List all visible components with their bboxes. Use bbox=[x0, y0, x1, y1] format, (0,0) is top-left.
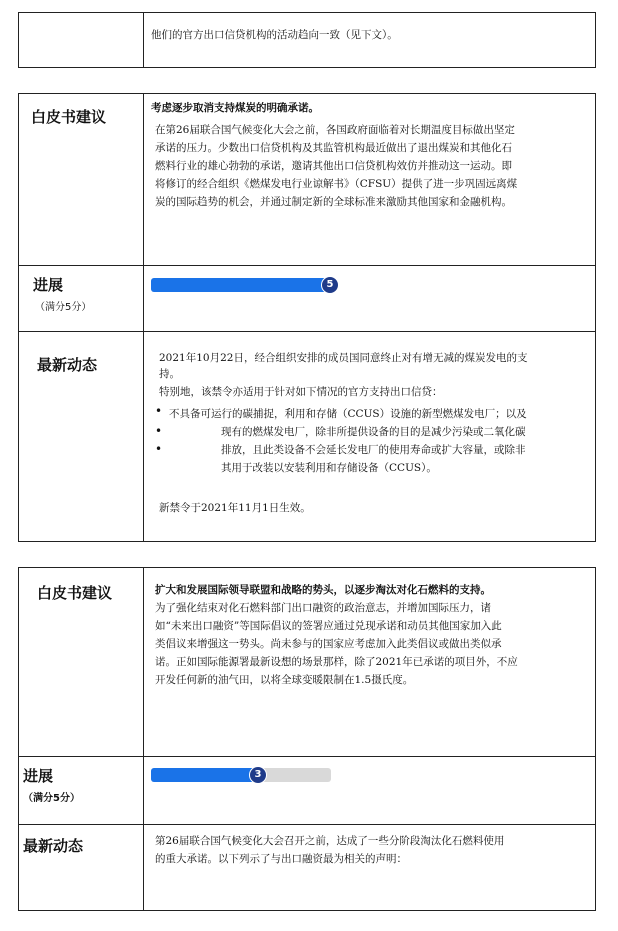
recommendation-row bbox=[19, 568, 595, 756]
bullet-icon: • bbox=[155, 404, 163, 418]
update-line: 2021年10月22日，经合组织安排的成员国同意终止对有增无减的煤炭发电的支 bbox=[159, 352, 528, 364]
update-line: 第26届联合国气候变化大会召开之前，达成了一些分阶段淘汰化石燃料使用 bbox=[155, 835, 505, 847]
recommendation-row bbox=[19, 94, 595, 265]
fragment-text: 他们的官方出口信贷机构的活动趋向一致（见下文）。 bbox=[151, 29, 398, 41]
bullet-line: 不具备可运行的碳捕捉，利用和存储（CCUS）设施的新型燃煤发电厂；以及 bbox=[169, 408, 527, 420]
update-row bbox=[19, 331, 595, 543]
update-line: 的重大承诺。以下列示了与出口融资最为相关的声明： bbox=[155, 853, 407, 865]
bullet-line: 现有的燃煤发电厂，除非所提供设备的目的是减少污染或二氧化碳 bbox=[221, 426, 526, 438]
recommendation-line: 在第26届联合国气候变化大会之前，各国政府面临着对长期温度目标做出坚定 bbox=[155, 124, 515, 136]
recommendation-line: 类倡议来增强这一势头。尚未参与的国家应考虑加入此类倡议或做出类似承 bbox=[155, 638, 502, 650]
bullet-line: 其用于改装以安装利用和存储设备（CCUS）。 bbox=[221, 462, 437, 474]
recommendation-title: 考虑逐步取消支持煤炭的明确承诺。 bbox=[151, 102, 319, 114]
progress-label: 进展 bbox=[33, 276, 64, 294]
update-label: 最新动态 bbox=[23, 837, 84, 855]
update-label: 最新动态 bbox=[37, 356, 98, 374]
recommendation-label: 白皮书建议 bbox=[31, 108, 107, 126]
bullet-icon: • bbox=[155, 442, 163, 456]
effective-date-text: 新禁令于2021年11月1日生效。 bbox=[159, 502, 311, 514]
progress-label: 进展 bbox=[23, 767, 54, 785]
recommendation-table-1 bbox=[18, 93, 596, 542]
recommendation-line: 如“未来出口融资”等国际倡议的签署应通过兑现承诺和动员其他国家加入此 bbox=[155, 620, 502, 632]
progress-bar bbox=[151, 278, 334, 292]
update-row bbox=[19, 824, 595, 912]
progress-bar-fill bbox=[151, 278, 331, 292]
recommendation-line: 燃料行业的雄心勃勃的承诺，邀请其他出口信贷机构效仿并推动这一运动。即 bbox=[155, 160, 512, 172]
table-fragment-top bbox=[18, 12, 596, 68]
progress-score-badge: 5 bbox=[321, 276, 339, 294]
column-divider bbox=[143, 13, 144, 67]
progress-bar-fill bbox=[151, 768, 259, 782]
progress-row bbox=[19, 265, 595, 331]
recommendation-line: 承诺的压力。少数出口信贷机构及其监管机构最近做出了退出煤炭和其他化石 bbox=[155, 142, 512, 154]
progress-row bbox=[19, 756, 595, 824]
progress-score-badge: 3 bbox=[249, 766, 267, 784]
recommendation-label: 白皮书建议 bbox=[37, 584, 113, 602]
progress-bar bbox=[151, 768, 331, 782]
recommendation-title: 扩大和发展国际领导联盟和战略的势头，以逐步淘汰对化石燃料的支持。 bbox=[155, 584, 491, 596]
update-line: 持。 bbox=[159, 368, 180, 380]
recommendation-table-2 bbox=[18, 567, 596, 911]
progress-sublabel: （满分5分） bbox=[35, 302, 92, 313]
recommendation-line: 开发任何新的油气田，以将全球变暖限制在1.5摄氏度。 bbox=[155, 674, 414, 686]
progress-sublabel: （满分5分） bbox=[23, 793, 80, 804]
recommendation-line: 将修订的经合组织《燃煤发电行业谅解书》（CFSU）提供了进一步巩固远离煤 bbox=[155, 178, 518, 190]
bullet-line: 排放，且此类设备不会延长发电厂的使用寿命或扩大容量，或除非 bbox=[221, 444, 526, 456]
update-line: 特别地，该禁令亦适用于针对如下情况的官方支持出口信贷： bbox=[159, 386, 443, 398]
recommendation-line: 诺。正如国际能源署最新设想的场景那样，除了2021年已承诺的项目外，不应 bbox=[155, 656, 518, 668]
recommendation-line: 炭的国际趋势的机会，并通过制定新的全球标准来激励其他国家和金融机构。 bbox=[155, 196, 512, 208]
recommendation-line: 为了强化结束对化石燃料部门出口融资的政治意志，并增加国际压力，诸 bbox=[155, 602, 491, 614]
bullet-icon: • bbox=[155, 424, 163, 438]
